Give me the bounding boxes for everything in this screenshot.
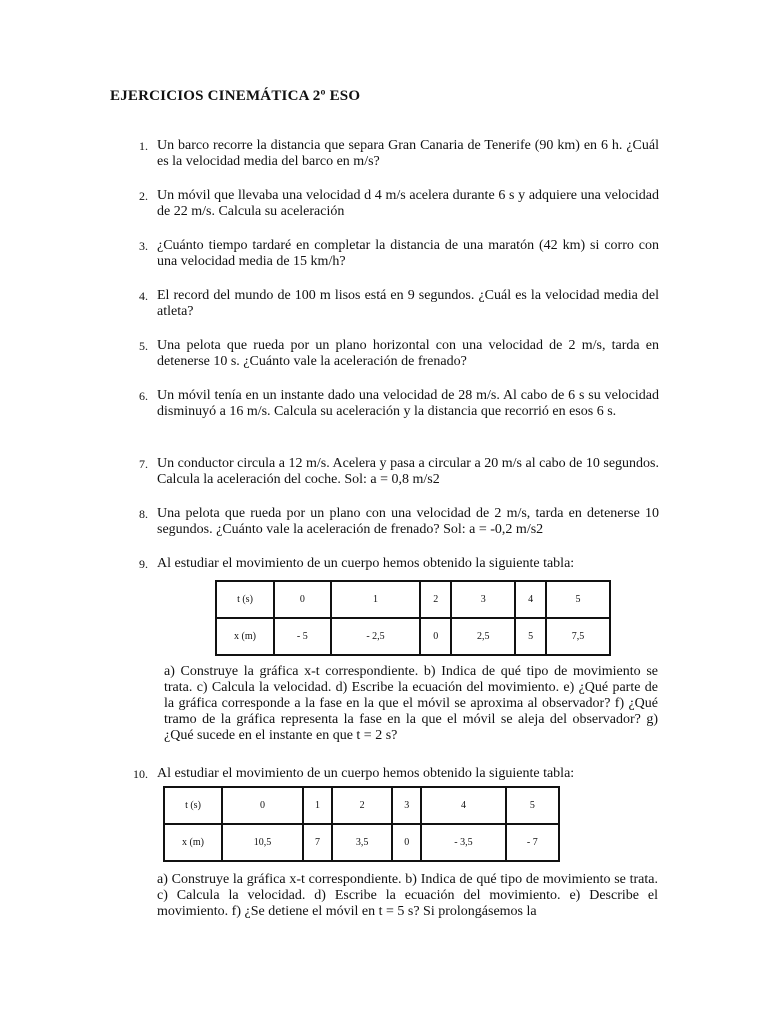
table-cell: - 5	[274, 618, 331, 655]
question-number: 4.	[139, 289, 148, 303]
question-text: Un móvil tenía en un instante dado una velocidad de 28 m/s. Al cabo de 6 s su velocidad disminuyó a 16 m/s. Calcula su aceleración y la distancia que recorrió en esos 6 s.	[157, 388, 659, 419]
table-row	[164, 787, 559, 824]
table-cell: - 2,5	[331, 618, 421, 655]
table-cell: 4	[421, 787, 505, 824]
table-cell: 5	[506, 787, 559, 824]
table-cell: 7	[303, 824, 332, 861]
question-number: 2.	[139, 189, 148, 203]
table-cell: 5	[515, 618, 546, 655]
question-text: Un barco recorre la distancia que separa Gran Canaria de Tenerife (90 km) en 6 h. ¿Cuál es la velocidad media del barco en m/s?	[157, 138, 659, 169]
question-text: Un conductor circula a 12 m/s. Acelera y pasa a circular a 20 m/s al cabo de 10 segundos. Calcula la aceleración del coche. Sol: a = 0,8 m/s2	[157, 456, 659, 487]
table-header-cell: t (s)	[164, 787, 222, 824]
table-cell: 3	[451, 581, 515, 618]
table-cell: 0	[420, 618, 451, 655]
data-table-9	[215, 580, 611, 656]
table-cell: - 3,5	[421, 824, 505, 861]
question-text: Una pelota que rueda por un plano horizontal con una velocidad de 2 m/s, tarda en detenerse 10 s. ¿Cuánto vale la aceleración de frenado?	[157, 338, 659, 369]
table-header-cell: x (m)	[164, 824, 222, 861]
question-number: 7.	[139, 457, 148, 471]
question-number: 8.	[139, 507, 148, 521]
table-cell: 3,5	[332, 824, 392, 861]
table-cell: 3	[392, 787, 421, 824]
question-number: 1.	[139, 139, 148, 153]
table-header-cell: t (s)	[216, 581, 274, 618]
question-text: Al estudiar el movimiento de un cuerpo hemos obtenido la siguiente tabla:	[157, 556, 575, 571]
question-number: 3.	[139, 239, 148, 253]
question-text: Una pelota que rueda por un plano con una velocidad de 2 m/s, tarda en detenerse 10 segundos. ¿Cuánto vale la aceleración de frenado? Sol: a = -0,2 m/s2	[157, 506, 659, 537]
table-cell: 0	[222, 787, 303, 824]
table-cell: - 7	[506, 824, 559, 861]
table-cell: 1	[303, 787, 332, 824]
table-cell: 2	[332, 787, 392, 824]
table-cell: 5	[546, 581, 610, 618]
document-title: EJERCICIOS CINEMÁTICA 2º ESO	[110, 88, 361, 104]
question-number: 5.	[139, 339, 148, 353]
table-row	[164, 824, 559, 861]
question-9-subquestions: a) Construye la gráfica x-t correspondiente. b) Indica de qué tipo de movimiento se trata. c) Calcula la velocidad. d) Escribe la ecuación del movimiento. e) ¿Qué parte de la gráfica corresponde a la fase en la que el móvil se aproxima al observador? f) ¿Qué tramo de la gráfica representa la fase en la que el móvil se aleja del observador? g) ¿Qué sucede en el instante en que t = 2 s?	[164, 664, 658, 743]
table-cell: 0	[392, 824, 421, 861]
data-table-10	[163, 786, 560, 862]
question-text: Al estudiar el movimiento de un cuerpo hemos obtenido la siguiente tabla:	[157, 766, 575, 781]
table-cell: 7,5	[546, 618, 610, 655]
table-cell: 10,5	[222, 824, 303, 861]
question-number: 10.	[133, 767, 148, 781]
table-cell: 0	[274, 581, 331, 618]
table-cell: 4	[515, 581, 546, 618]
question-text: ¿Cuánto tiempo tardaré en completar la distancia de una maratón (42 km) si corro con una velocidad media de 15 km/h?	[157, 238, 659, 269]
question-number: 9.	[139, 557, 148, 571]
table-cell: 2,5	[451, 618, 515, 655]
table-cell: 2	[420, 581, 451, 618]
question-text: Un móvil que llevaba una velocidad d 4 m/s acelera durante 6 s y adquiere una velocidad de 22 m/s. Calcula su aceleración	[157, 188, 659, 219]
question-text: El record del mundo de 100 m lisos está en 9 segundos. ¿Cuál es la velocidad media del atleta?	[157, 288, 659, 319]
question-number: 6.	[139, 389, 148, 403]
table-cell: 1	[331, 581, 421, 618]
table-row	[216, 581, 610, 618]
table-row	[216, 618, 610, 655]
question-10-subquestions: a) Construye la gráfica x-t correspondiente. b) Indica de qué tipo de movimiento se trata. c) Calcula la velocidad. d) Escribe la ecuación del movimiento. e) Describe el movimiento. f) ¿Se detiene el móvil en t = 5 s? Si prolongásemos la	[157, 872, 658, 919]
table-header-cell: x (m)	[216, 618, 274, 655]
